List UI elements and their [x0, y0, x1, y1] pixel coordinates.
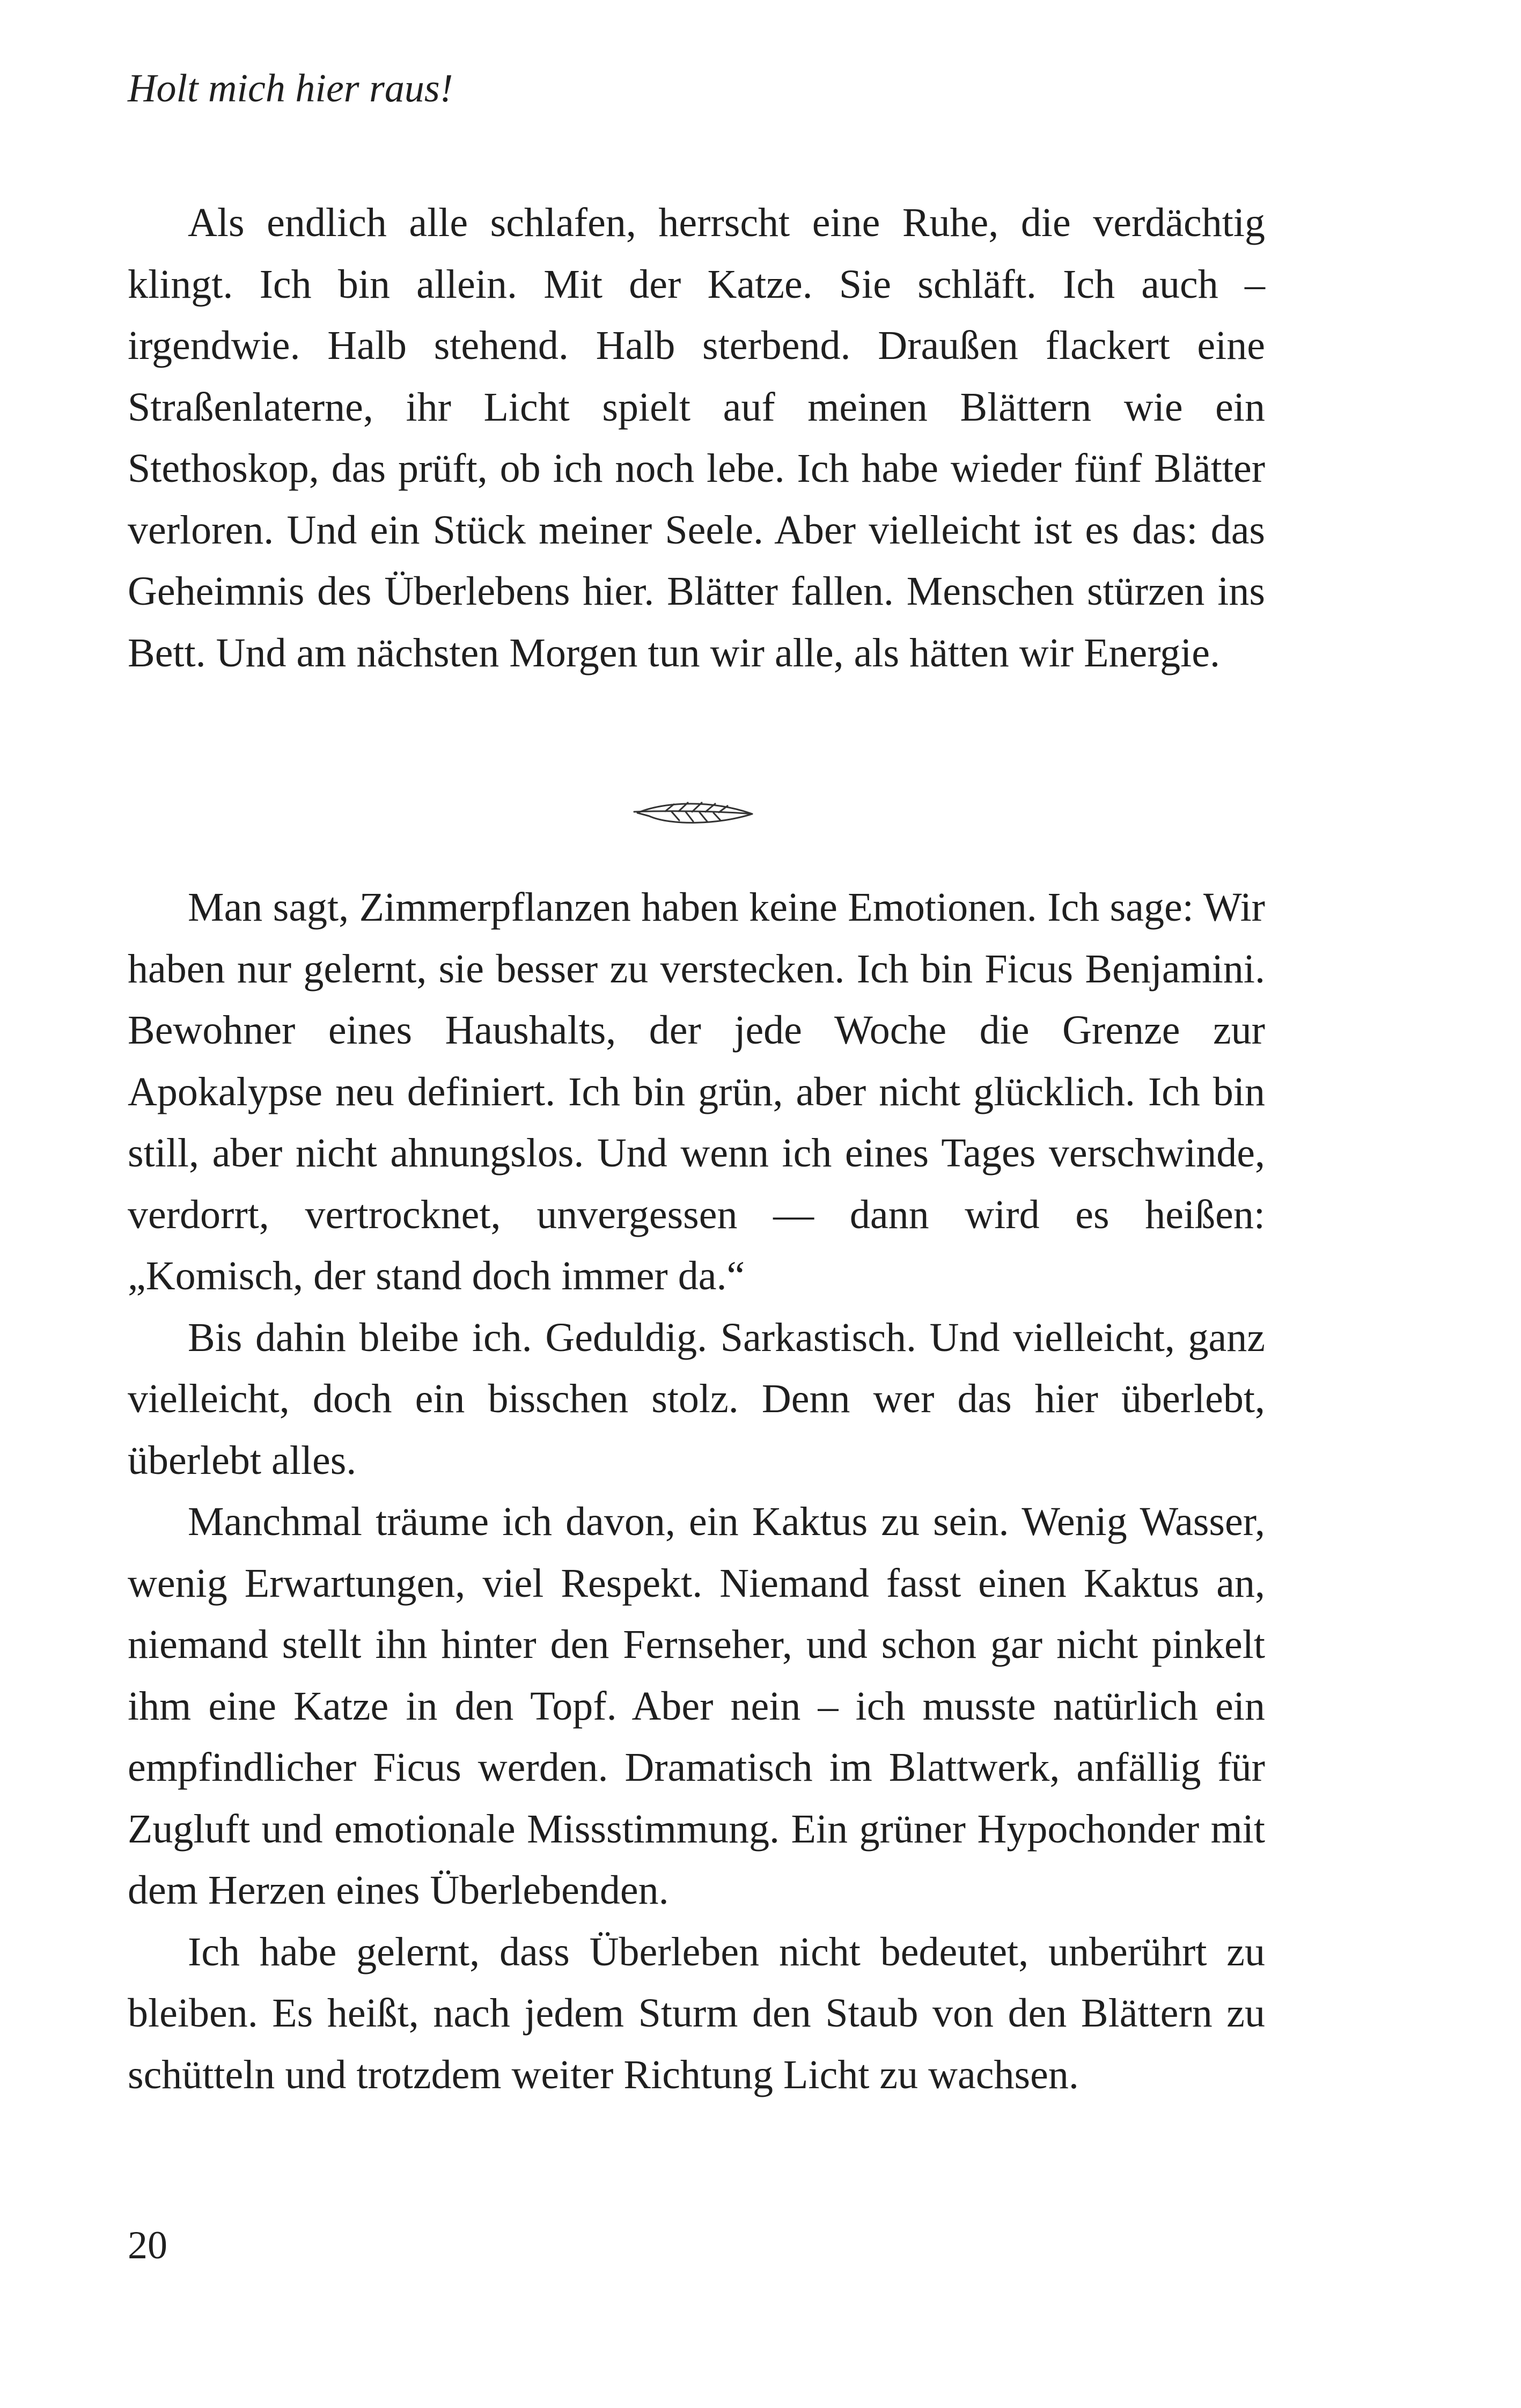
leaf-ornament-icon	[633, 797, 756, 834]
page-number: 20	[128, 2223, 167, 2267]
paragraph: Manchmal träume ich davon, ein Kaktus zu sein. Wenig Wasser, wenig Erwartungen, viel Respekt. Niemand fasst einen Kaktus an, niemand stellt ihn hinter den Fernseher, und schon gar nicht pinkelt ihm eine Katze in den Topf. Aber nein – ich musste natürlich ein empfindlicher Ficus werden. Dramatisch im Blattwerk, anfällig für Zugluft und emotionale Missstimmung. Ein grüner Hypochonder mit dem Herzen eines Überlebenden.	[128, 1499, 1265, 1913]
paragraph: Man sagt, Zimmerpflanzen haben keine Emotionen. Ich sage: Wir haben nur gelernt, sie besser zu verstecken. Ich bin Ficus Benjamini. Bewohner eines Haushalts, der jede Woche die Grenze zur Apokalypse neu definiert. Ich bin grün, aber nicht glücklich. Ich bin still, aber nicht ahnungslos. Und wenn ich eines Tages verschwinde, verdorrt, vertrocknet, unvergessen — dann wird es heißen: „Komisch, der stand doch immer da.“	[128, 885, 1265, 1298]
paragraph: Als endlich alle schlafen, herrscht eine Ruhe, die verdächtig klingt. Ich bin allein. Mit der Katze. Sie schläft. Ich auch – irgendwie. Halb stehend. Halb sterbend. Draußen flackert eine Straßenlaterne, ihr Licht spielt auf meinen Blättern wie ein Stethoskop, das prüft, ob ich noch lebe. Ich habe wieder fünf Blätter verloren. Und ein Stück meiner Seele. Aber vielleicht ist es das: das Geheimnis des Überlebens hier. Blätter fallen. Menschen stürzen ins Bett. Und am nächsten Morgen tun wir alle, als hätten wir Energie.	[128, 200, 1265, 676]
running-head: Holt mich hier raus!	[128, 67, 453, 111]
section-1	[128, 192, 1265, 684]
paragraph: Bis dahin bleibe ich. Geduldig. Sarkastisch. Und vielleicht, ganz vielleicht, doch ein bisschen stolz. Denn wer das hier überlebt, überlebt alles.	[128, 1315, 1265, 1483]
section-2	[128, 877, 1265, 2105]
paragraph: Ich habe gelernt, dass Überleben nicht bedeutet, unberührt zu bleiben. Es heißt, nach jedem Sturm den Staub von den Blättern zu schütteln und trotzdem weiter Richtung Licht zu wachsen.	[128, 1929, 1265, 2097]
